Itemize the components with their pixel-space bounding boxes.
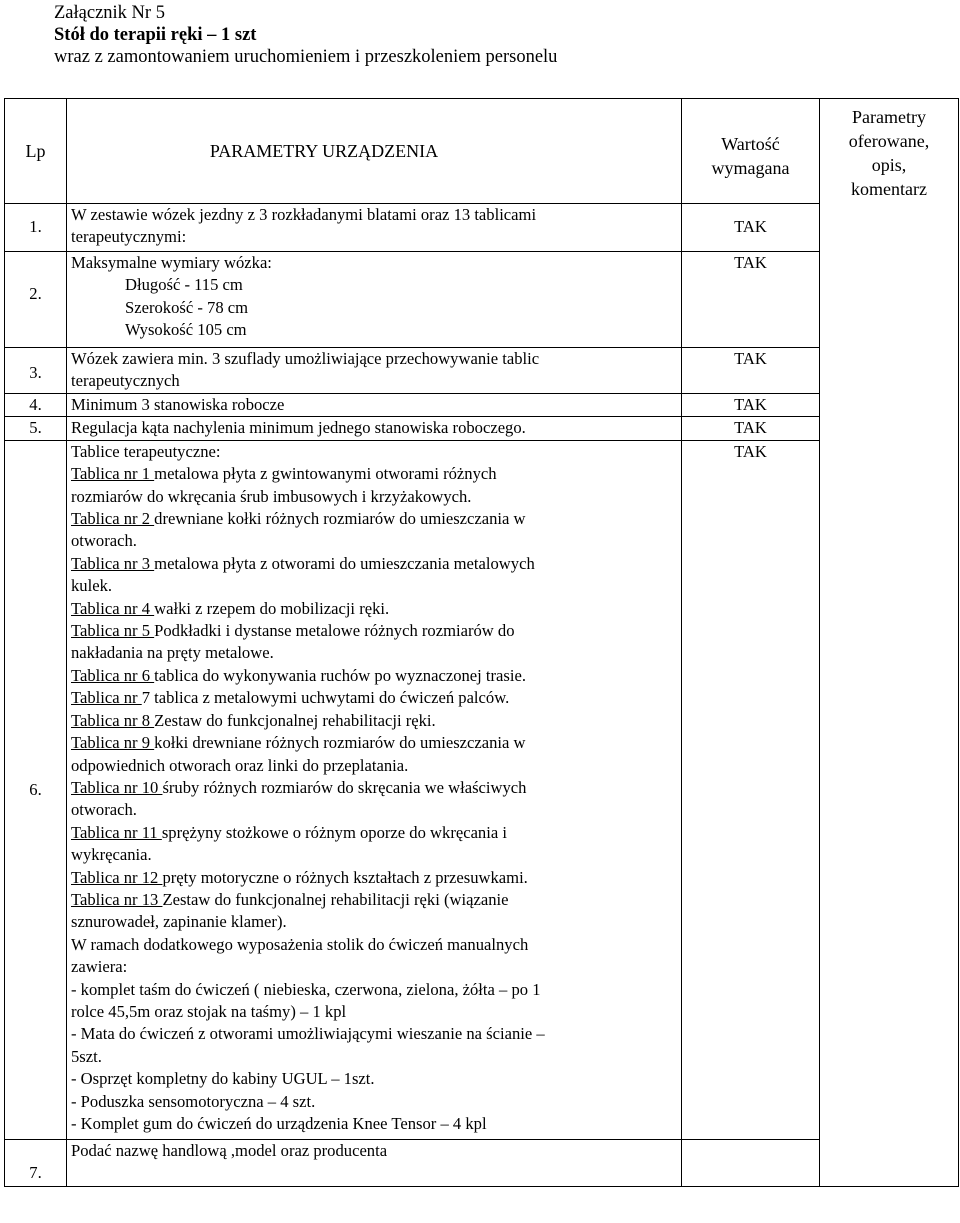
row-description: Regulacja kąta nachylenia minimum jednego stanowiska roboczego. <box>67 417 682 440</box>
table-row <box>5 1140 959 1187</box>
table-row <box>5 417 959 440</box>
row-number: 7. <box>5 1140 67 1187</box>
row-description: Maksymalne wymiary wózka: Długość - 115 cm Szerokość - 78 cm Wysokość 105 cm <box>67 252 682 348</box>
parameters-table <box>4 98 959 1187</box>
row-description: Tablice terapeutyczne: Tablica nr 1 metalowa płyta z gwintowanymi otworami różnych rozmiarów do wkręcania śrub imbusowych i krzyżakowych. Tablica nr 2 drewniane kołki różnych rozmiarów do umieszczania w otworach. Tablica nr 3 metalowa płyta z otworami do umieszczania metalowych kulek. Tablica nr 4 wałki z rzepem do mobilizacji ręki. Tablica nr 5 Podkładki i dystanse metalowe różnych rozmiarów do nakładania na pręty metalowe. Tablica nr 6 tablica do wykonywania ruchów po wyznaczonej trasie. Tablica nr 7 tablica z metalowymi uchwytami do ćwiczeń palców. Tablica nr 8 Zestaw do funkcjonalnej rehabilitacji ręki. Tablica nr 9 kołki drewniane różnych rozmiarów do umieszczania w odpowiednich otworach oraz linki do przeplatania. Tablica nr 10 śruby różnych rozmiarów do skręcania we właściwych otworach. Tablica nr 11 sprężyny stożkowe o różnym oporze do wkręcania i wykręcania. Tablica nr 12 pręty motoryczne o różnych kształtach z przesuwkami. Tablica nr 13 Zestaw do funkcjonalnej rehabilitacji ręki (wiązanie sznurowadeł, zapinanie klamer). W ramach dodatkowego wyposażenia stolik do ćwiczeń manualnych zawiera: - komplet taśm do ćwiczeń ( niebieska, czerwona, zielona, żółta – po 1 rolce 45,5m oraz stojak na taśmy) – 1 kpl - Mata do ćwiczeń z otworami umożliwiającymi wieszanie na ścianie – 5szt. - Osprzęt kompletny do kabiny UGUL – 1szt. - Poduszka sensomotoryczna – 4 szt. - Komplet gum do ćwiczeń do urządzenia Knee Tensor – 4 kpl <box>67 440 682 1140</box>
row-number: 2. <box>5 252 67 348</box>
row-value: TAK <box>682 394 820 417</box>
table-row <box>5 348 959 394</box>
col-header-required: Wartość wymagana <box>682 99 820 204</box>
row-number: 6. <box>5 440 67 1140</box>
annex-number: Załącznik Nr 5 <box>54 3 165 23</box>
document-header <box>54 2 557 68</box>
row-value: TAK <box>682 417 820 440</box>
col-header-params: PARAMETRY URZĄDZENIA <box>67 99 682 204</box>
row-value: TAK <box>682 440 820 1140</box>
row-number: 3. <box>5 348 67 394</box>
row-value: TAK <box>682 252 820 348</box>
document-title: Stół do terapii ręki – 1 szt <box>54 25 257 45</box>
col-header-offered: Parametry oferowane, opis, komentarz <box>820 99 959 1187</box>
row-description: W zestawie wózek jezdny z 3 rozkładanymi blatami oraz 13 tablicami terapeutycznymi: <box>67 204 682 252</box>
row-description: Podać nazwę handlową ,model oraz producenta <box>67 1140 682 1187</box>
col-header-lp: Lp <box>5 99 67 204</box>
row-value <box>682 1140 820 1187</box>
row-number: 5. <box>5 417 67 440</box>
row-description: Wózek zawiera min. 3 szuflady umożliwiające przechowywanie tablic terapeutycznych <box>67 348 682 394</box>
document-subtitle: wraz z zamontowaniem uruchomieniem i przeszkoleniem personelu <box>54 47 558 67</box>
row-value: TAK <box>682 348 820 394</box>
table-row <box>5 252 959 348</box>
row-description: Minimum 3 stanowiska robocze <box>67 394 682 417</box>
table-header-row <box>5 99 959 204</box>
row-value: TAK <box>682 204 820 252</box>
table-row <box>5 440 959 1140</box>
row-number: 1. <box>5 204 67 252</box>
table-row <box>5 394 959 417</box>
row-number: 4. <box>5 394 67 417</box>
table-row <box>5 204 959 252</box>
